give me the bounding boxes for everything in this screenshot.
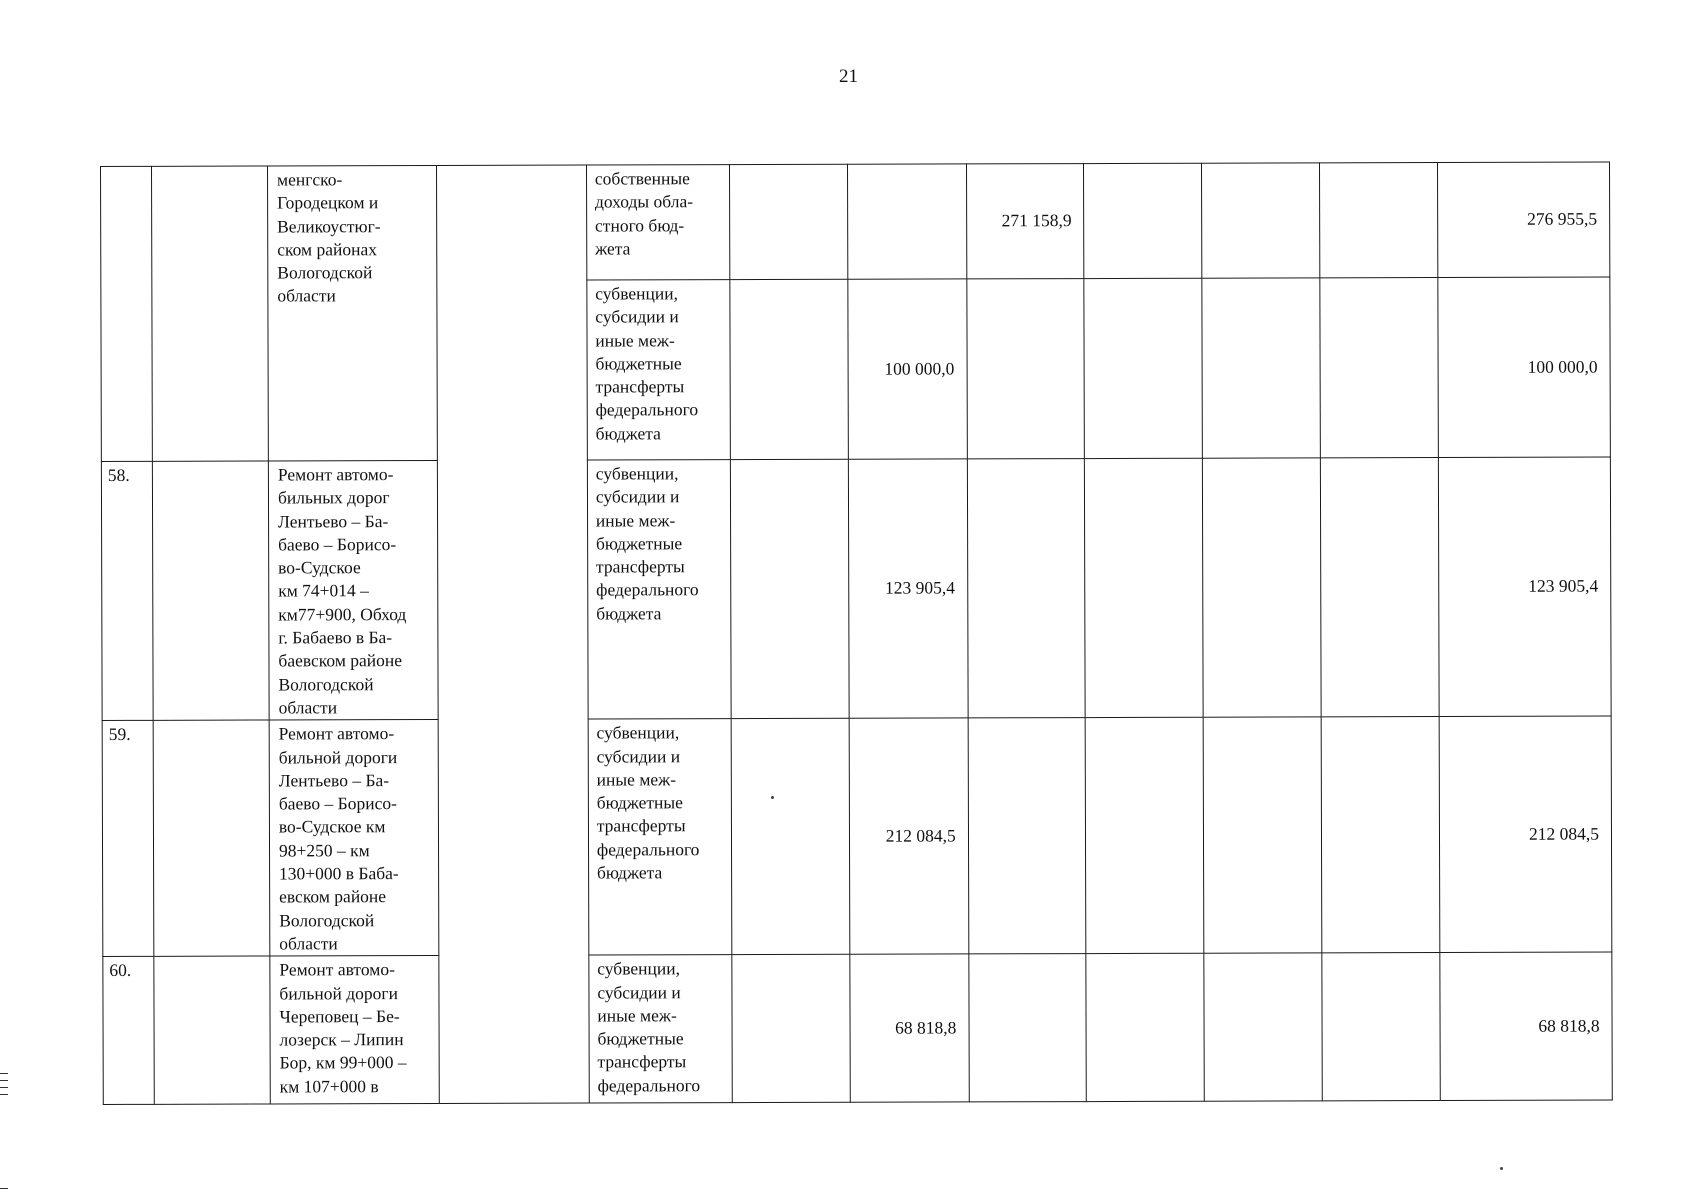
funding-source-cell: собственные доходы обла- стного бюд- жета xyxy=(586,165,730,280)
value-cell: 100 000,0 xyxy=(848,279,967,459)
empty-cell xyxy=(1321,717,1439,953)
value-cell: 123 905,4 xyxy=(848,459,968,719)
funding-source-cell: субвенции, субсидии и иные меж- бюджетные трансферты федерального бюджета xyxy=(587,280,731,460)
scan-edge-mark xyxy=(0,1080,8,1081)
empty-cell xyxy=(1202,278,1320,458)
table-row xyxy=(101,162,1610,281)
object-name-cell: Ремонт автомо- бильной дороги Лентьево – Ба- баево – Борисо- во-Судское км 98+250 – км 130+000 в Баба- евском районе Вологодской области xyxy=(269,720,439,957)
empty-cell xyxy=(1084,163,1202,278)
scan-speck xyxy=(1500,1167,1503,1170)
value-cell xyxy=(968,718,1086,954)
empty-cell xyxy=(1086,717,1204,953)
table-row xyxy=(102,716,1612,956)
scan-edge-mark xyxy=(0,1087,8,1088)
empty-cell xyxy=(1319,163,1437,278)
funding-source-cell: субвенции, субсидии и иные меж- бюджетные трансферты федерального xyxy=(589,955,733,1103)
empty-cell xyxy=(732,955,850,1103)
empty-cell xyxy=(1086,953,1204,1101)
total-value-cell: 212 084,5 xyxy=(1439,716,1612,953)
empty-cell xyxy=(1320,458,1438,718)
object-name-cell: менгско- Городецком и Великоустюг- ском районах Вологодской области xyxy=(267,166,437,462)
empty-cell xyxy=(1203,717,1321,953)
scan-speck xyxy=(771,796,774,799)
empty-cell xyxy=(152,166,268,461)
scan-edge-mark xyxy=(0,1094,8,1095)
value-cell xyxy=(847,164,966,279)
empty-cell xyxy=(1203,458,1321,718)
row-number-cell xyxy=(101,166,153,461)
table-row xyxy=(103,952,1612,1104)
funding-source-cell: субвенции, субсидии и иные меж- бюджетные трансферты федерального бюджета xyxy=(588,719,732,955)
funding-source-cell: субвенции, субсидии и иные меж- бюджетные трансферты федерального бюджета xyxy=(587,460,731,720)
table-row xyxy=(101,457,1611,721)
empty-cell xyxy=(1085,458,1203,718)
value-cell xyxy=(967,459,1085,719)
empty-cell xyxy=(1204,953,1322,1101)
value-cell xyxy=(969,954,1087,1102)
empty-cell xyxy=(154,956,270,1104)
empty-cell xyxy=(1320,278,1438,458)
empty-cell xyxy=(731,459,849,719)
empty-cell xyxy=(1202,163,1320,278)
value-cell: 271 158,9 xyxy=(966,164,1084,279)
row-number-cell: 59. xyxy=(102,721,154,957)
scan-edge-marks xyxy=(0,1073,10,1101)
total-value-cell: 276 955,5 xyxy=(1437,162,1610,278)
empty-cell xyxy=(154,720,270,956)
object-name-cell: Ремонт автомо- бильной дороги Череповец – Бе- лозерск – Липин Бор, км 99+000 – км 107+000 в xyxy=(270,956,440,1105)
empty-cell xyxy=(731,719,849,955)
page-number: 21 xyxy=(839,66,858,87)
empty-cell xyxy=(730,279,848,459)
scan-edge-mark xyxy=(0,1188,8,1189)
total-value-cell: 68 818,8 xyxy=(1439,952,1612,1101)
empty-merged-cell xyxy=(437,165,590,1104)
row-number-cell: 58. xyxy=(101,461,153,720)
row-number-cell: 60. xyxy=(103,957,155,1105)
value-cell: 68 818,8 xyxy=(850,954,969,1102)
object-name-cell: Ремонт автомо- бильных дорог Лентьево – Ба- баево – Борисо- во-Судское км 74+014 – км77+900, Обход г. Бабаево в Ба- баевском районе Вологодской области xyxy=(268,461,438,721)
empty-cell xyxy=(1084,278,1202,458)
budget-table xyxy=(100,162,1613,1106)
empty-cell xyxy=(730,164,848,279)
scan-edge-mark xyxy=(0,1073,8,1074)
value-cell xyxy=(967,279,1085,459)
total-value-cell: 123 905,4 xyxy=(1438,457,1611,717)
value-cell: 212 084,5 xyxy=(849,718,968,954)
empty-cell xyxy=(1322,953,1440,1101)
total-value-cell: 100 000,0 xyxy=(1437,277,1610,458)
empty-cell xyxy=(153,461,269,721)
